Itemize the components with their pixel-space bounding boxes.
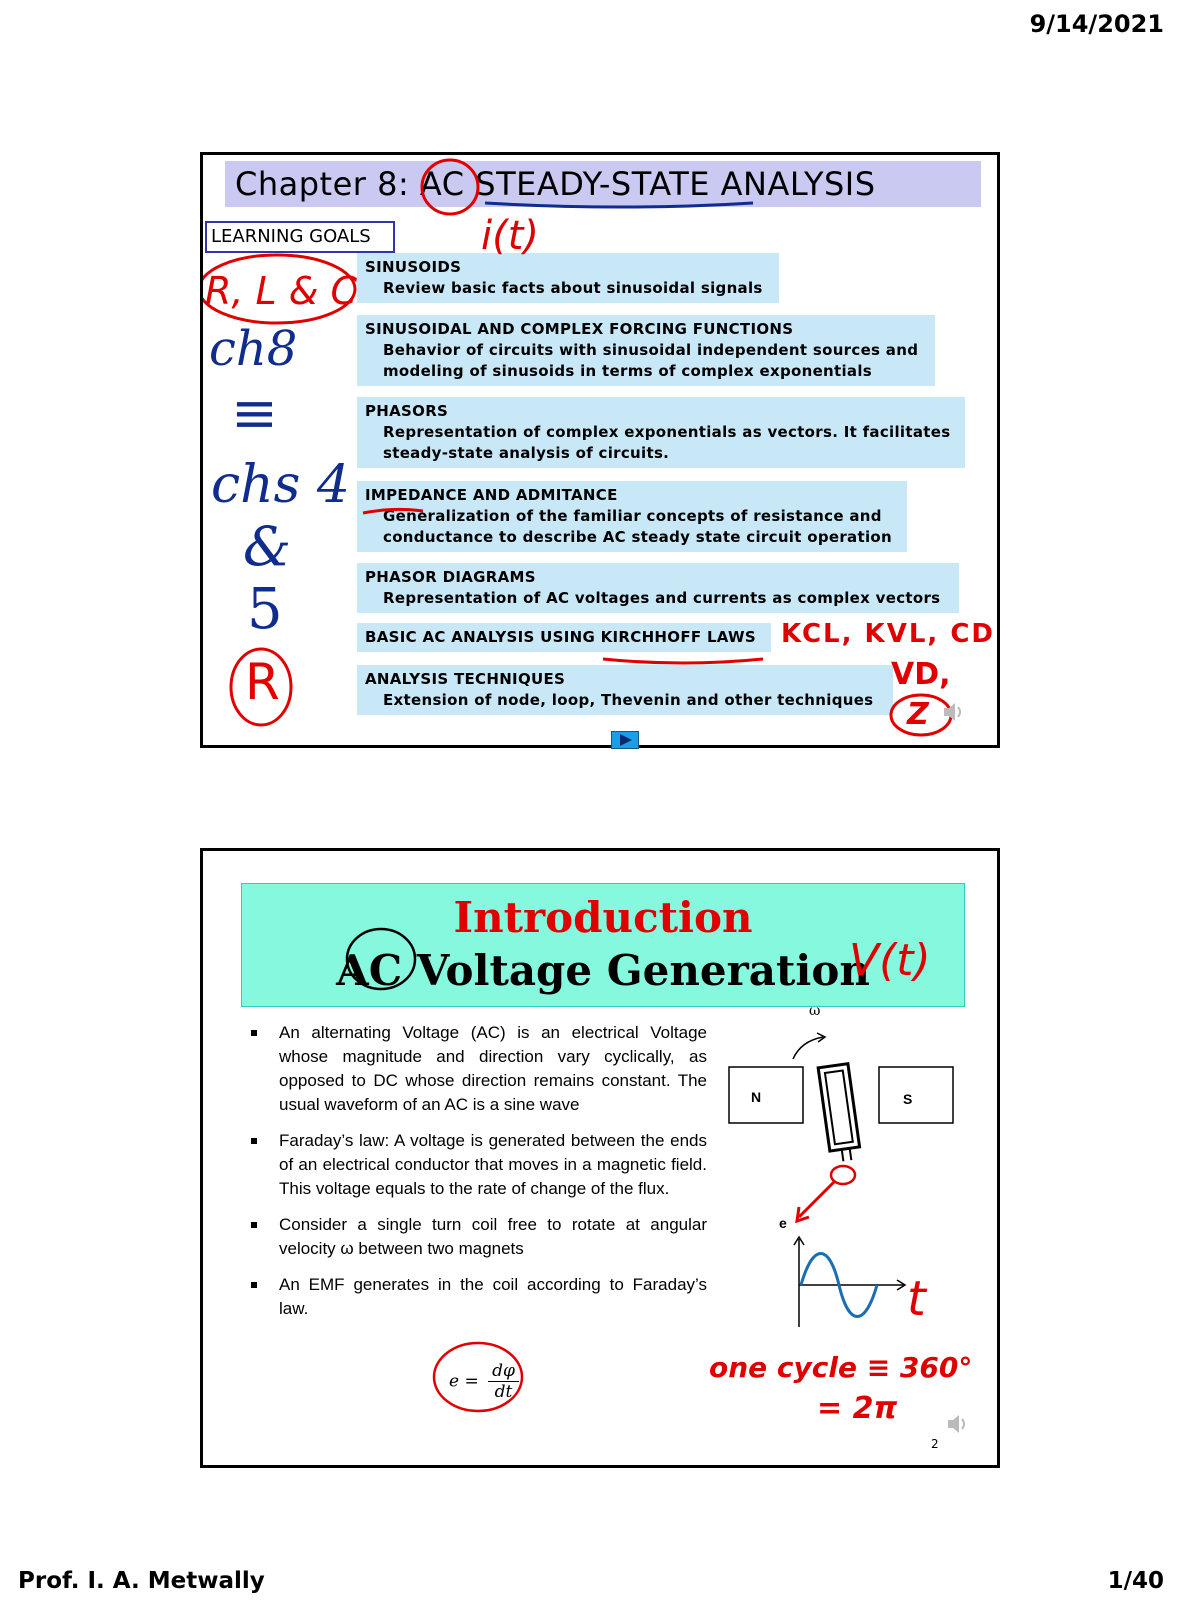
speaker-icon[interactable]	[945, 1411, 971, 1437]
slide1-title: Chapter 8: AC STEADY-STATE ANALYSIS	[225, 161, 981, 207]
goal-analysis-techniques: ANALYSIS TECHNIQUES Extension of node, loop, Thevenin and other techniques	[357, 665, 893, 715]
ink-r: R	[245, 653, 280, 711]
omega-label: ω	[809, 1003, 821, 1019]
slide2-title: Introduction	[453, 893, 753, 942]
slide2-subtitle: AC Voltage Generation	[336, 946, 870, 995]
ac-circle	[422, 160, 478, 214]
goal-forcing-functions: SINUSOIDAL AND COMPLEX FORCING FUNCTIONS Behavior of circuits with sinusoidal independent sources and modeling of sinusoids in terms of complex exponentials	[357, 315, 935, 386]
ac-circle-2	[347, 929, 415, 989]
ink-ch8: ch8	[209, 321, 298, 377]
learning-goals-label: LEARNING GOALS	[205, 221, 395, 253]
emf-label: e	[779, 1215, 787, 1231]
kirchhoff-underline	[603, 659, 763, 663]
slide1-ink-overlay	[203, 155, 997, 745]
formula-denominator: dt	[494, 1382, 513, 1402]
goal-kirchhoff: BASIC AC ANALYSIS USING KIRCHHOFF LAWS	[357, 623, 771, 652]
page-date: 9/14/2021	[1029, 10, 1164, 38]
ink-it: i(t)	[481, 213, 540, 259]
speaker-icon[interactable]	[941, 699, 967, 725]
faraday-formula: e = $\frac{d\varphi}{dt}$	[449, 1361, 519, 1402]
goal-phasors: PHASORS Representation of complex exponentials as vectors. It facilitates steady-state analysis of circuits.	[357, 397, 965, 468]
goal-impedance: IMPEDANCE AND ADMITANCE Generalization of the familiar concepts of resistance and conductance to describe AC steady state circuit operation	[357, 481, 907, 552]
slide-1	[200, 152, 1000, 748]
bullet-item: Consider a single turn coil free to rotate at angular velocity ω between two magnets	[247, 1213, 707, 1261]
goal-sinusoids: SINUSOIDS Review basic facts about sinusoidal signals	[357, 253, 779, 303]
ink-five: 5	[247, 577, 283, 642]
page-counter: 1/40	[1107, 1568, 1164, 1594]
ink-and: &	[243, 515, 292, 578]
ink-rlc: R, L & C	[205, 269, 358, 313]
steady-state-underline	[485, 203, 753, 207]
slide-2	[200, 848, 1000, 1468]
generalization-underline	[363, 509, 423, 513]
south-label: S	[903, 1091, 913, 1107]
author-name: Prof. I. A. Metwally	[18, 1568, 265, 1594]
ink-2pi: = 2π	[817, 1391, 898, 1426]
ink-kcl: KCL, KVL, CD	[781, 619, 995, 649]
formula-circle	[434, 1343, 522, 1411]
ink-t: t	[907, 1271, 926, 1327]
bullet-item: An EMF generates in the coil according to Faraday’s law.	[247, 1273, 707, 1321]
slide-number: 2	[931, 1437, 939, 1451]
formula-numerator: dφ	[488, 1361, 519, 1382]
ink-chs4: chs 4	[211, 455, 350, 515]
ink-vt: V(t)	[849, 935, 931, 986]
ink-z: Z	[907, 697, 929, 732]
goal-phasor-diagrams: PHASOR DIAGRAMS Representation of AC voltages and currents as complex vectors	[357, 563, 959, 613]
bullet-item: Faraday’s law: A voltage is generated between the ends of an electrical conductor that moves in a magnetic field. This voltage equals to the rate of change of the flux.	[247, 1129, 707, 1201]
ink-equiv: ≡	[231, 381, 278, 446]
north-label: N	[751, 1089, 762, 1105]
bullet-item: An alternating Voltage (AC) is an electrical Voltage whose magnitude and direction vary cyclically, as opposed to DC whose direction remains constant. The usual waveform of an AC is a sine wave	[247, 1021, 707, 1117]
ink-cycle: one cycle ≡ 360°	[709, 1351, 973, 1384]
ink-vd: VD,	[891, 657, 951, 692]
